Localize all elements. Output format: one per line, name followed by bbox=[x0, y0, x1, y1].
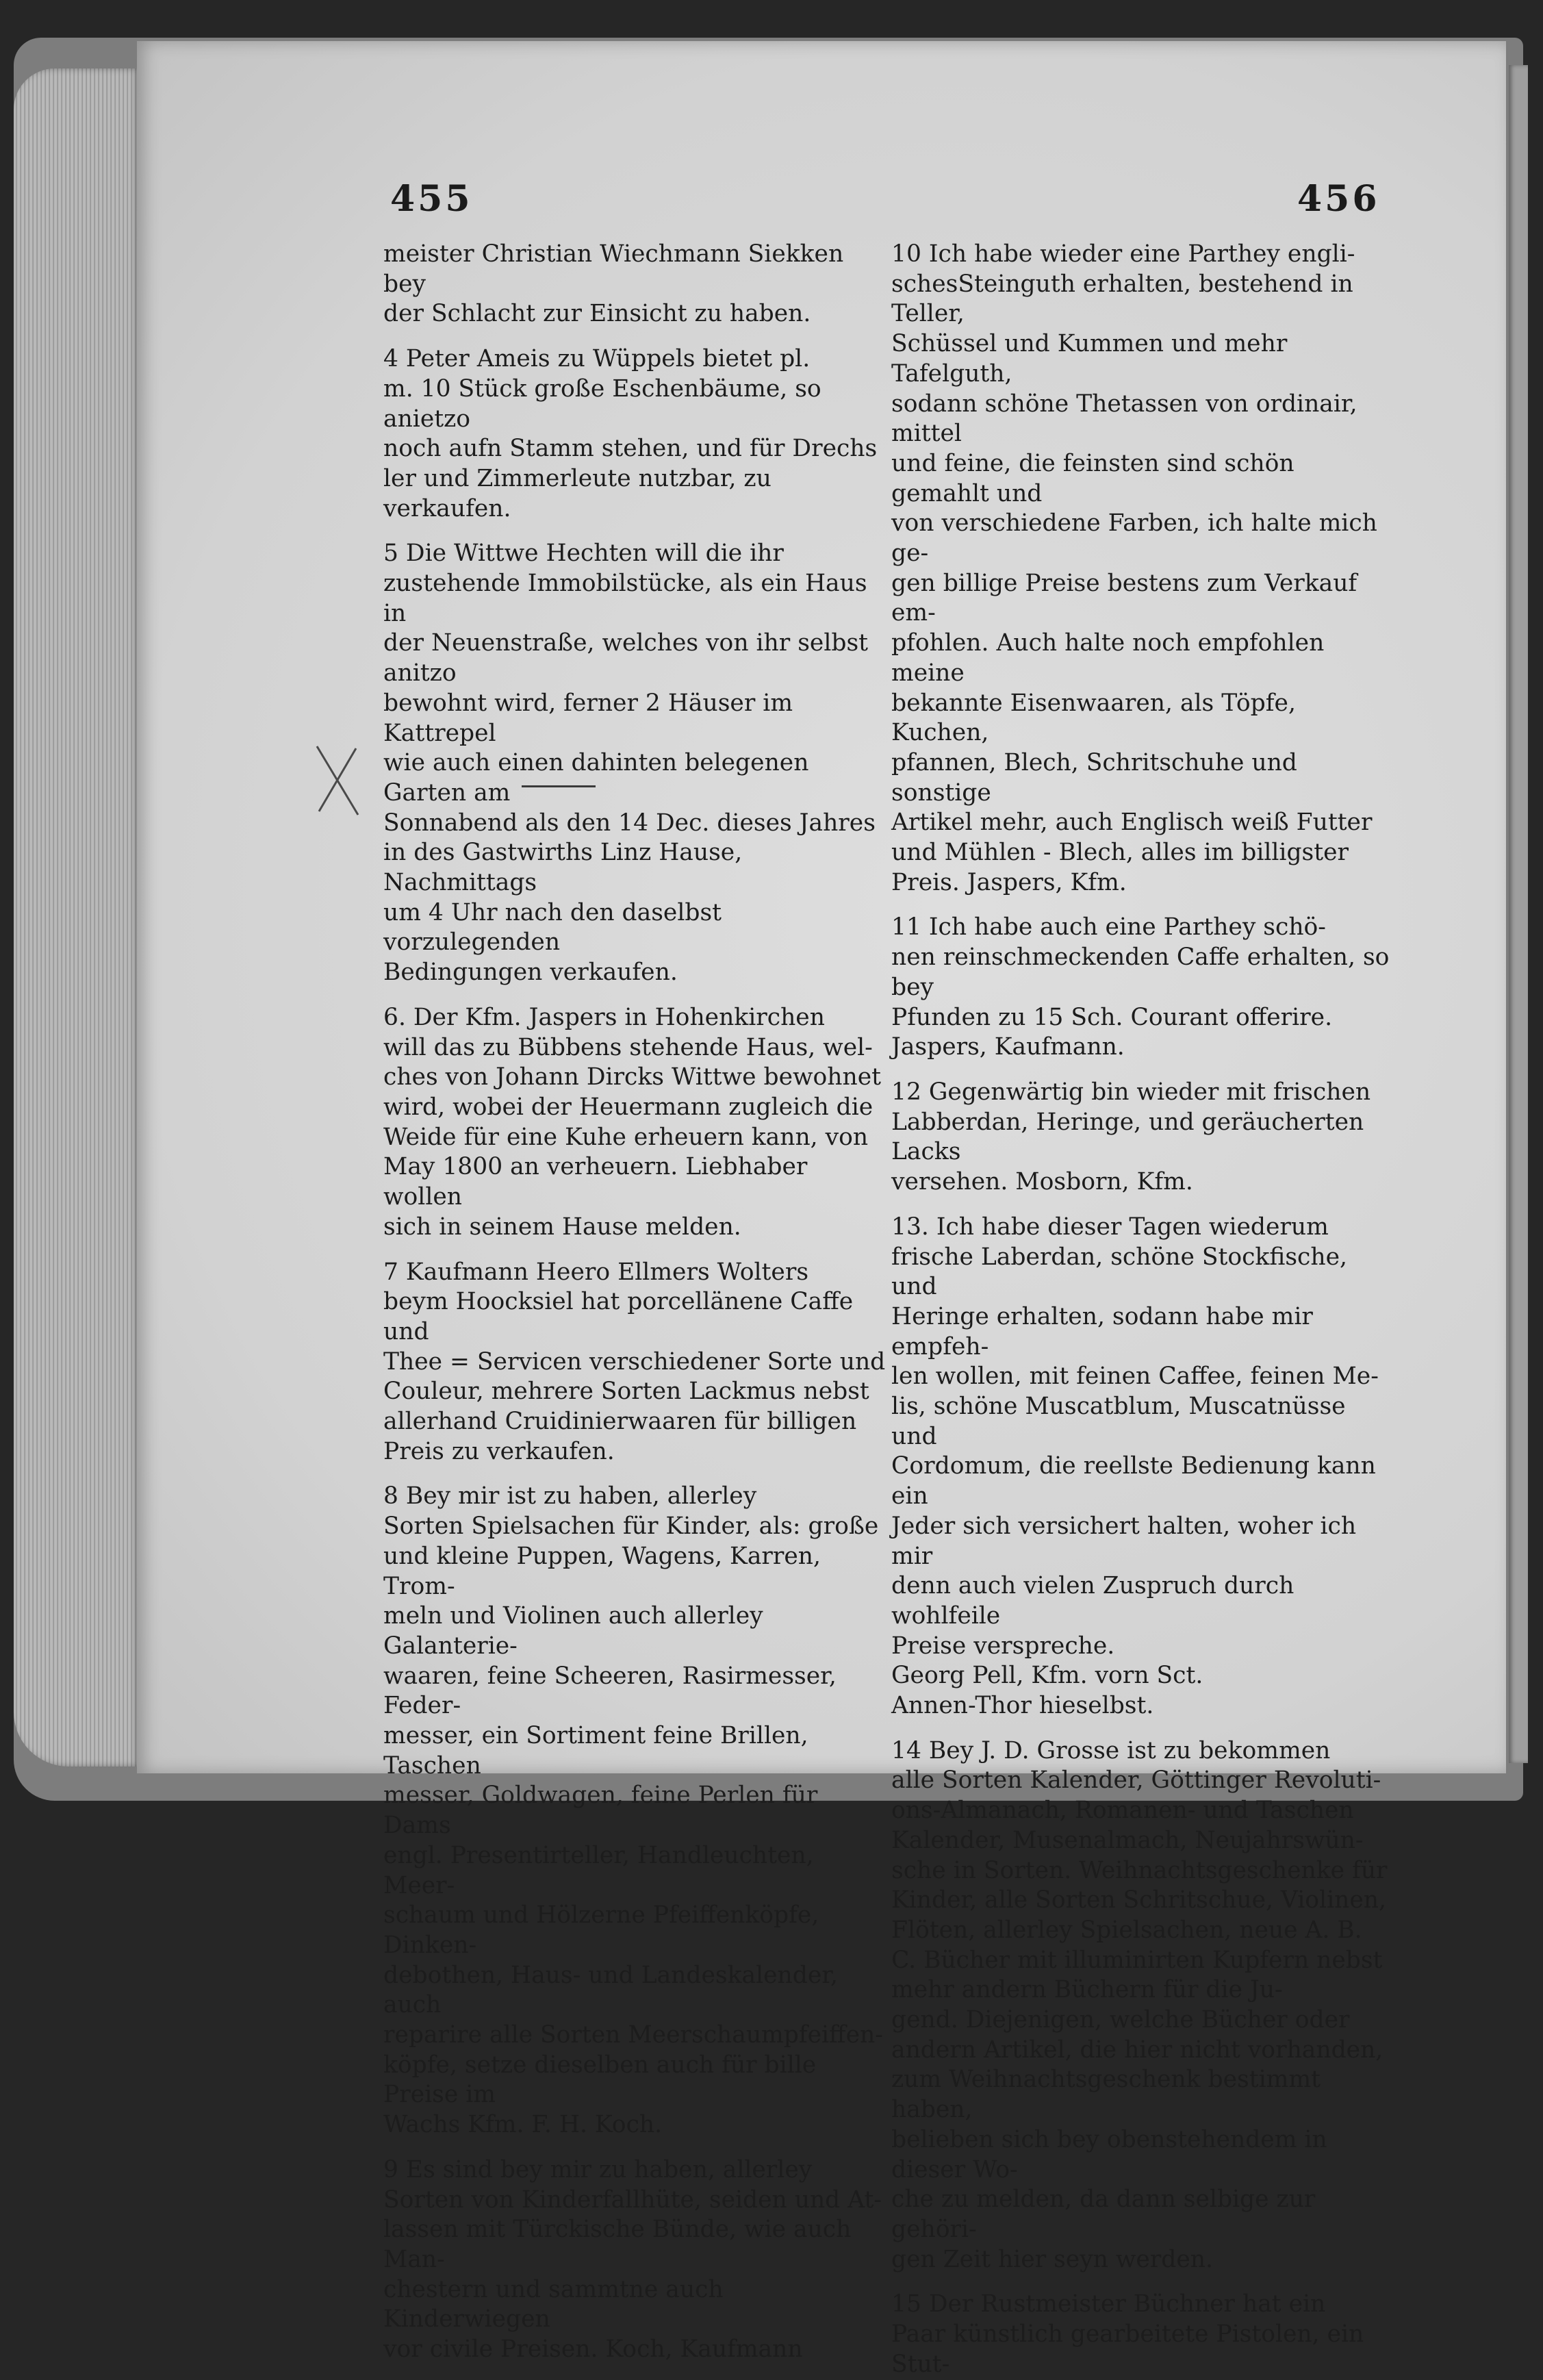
page-number-left: 455 bbox=[390, 178, 473, 220]
notice-11: 11 Ich habe auch eine Parthey schö- nen reinschmeckenden Caffe erhalten, so bey Pfunden zu 15 Sch. Courant offerire. Jaspers, Kaufmann. bbox=[891, 913, 1390, 1061]
notice-9: 9 Es sind bey mir zu haben, allerley Sorten von Kinderfallhüte, seiden und At- lassen mit Türckische Bünde, wie auch Man- chestern und sammtne auch Kinderwiegen vor civile Preisen. Koch, Kaufmann bbox=[383, 2155, 882, 2364]
left-column bbox=[383, 240, 887, 2365]
right-column bbox=[891, 240, 1394, 2380]
page-number-right: 456 bbox=[1297, 178, 1380, 220]
notice-5: 5 Die Wittwe Hechten will die ihr zustehende Immobilstücke, als ein Haus in der Neuenstraße, welches von ihr selbst anitzo bewohnt wird, ferner 2 Häuser im Kattrepel wie auch einen dahinten belegenen Garten am Sonnabend als den 14 Dec. dieses Jahres in des Gastwirths Linz Hause, Nachmittags um 4 Uhr nach den daselbst vorzulegenden Bedingungen verkaufen. bbox=[383, 540, 876, 987]
notice-10: 10 Ich habe wieder eine Parthey engli- schesSteinguth erhalten, bestehend in Teller, Schüssel und Kummen und mehr Tafelguth, sodann schöne Thetassen von ordinair, mittel und feine, die feinsten sind schön gemahlt und von verschiedene Farben, ich halte mich ge- gen billige Preise bestens zum Verkauf em- pfohlen. Auch halte noch empfohlen meine bekannte Eisenwaaren, als Töpfe, Kuchen, pfannen, Blech, Schritschuhe und sonstige Artikel mehr, auch Englisch weiß Futter und Mühlen - Blech, alles im billigster Preis. Jaspers, Kfm. bbox=[891, 240, 1377, 896]
page-right-edge bbox=[1509, 65, 1528, 1763]
notice-3-continuation: meister Christian Wiechmann Siekken bey der Schlacht zur Einsicht zu haben. bbox=[383, 240, 844, 328]
notice-12: 12 Gegenwärtig bin wieder mit frischen Labberdan, Heringe, und geräucherten Lacks versehen. Mosborn, Kfm. bbox=[891, 1078, 1371, 1196]
notice-13: 13. Ich habe dieser Tagen wiederum frische Laberdan, schöne Stockfische, und Heringe erhalten, sodann habe mir empfeh- len wollen, mit feinen Caffee, feinen Me- lis, schöne Muscatblum, Muscatnüsse und Cordomum, die reellste Bedienung kann ein Jeder sich versichert halten, woher ich mir denn auch vielen Zuspruch durch wohlfeile Preise verspreche. Georg Pell, Kfm. vorn Sct. Annen-Thor hieselbst. bbox=[891, 1213, 1379, 1720]
handwritten-x-mark bbox=[314, 743, 361, 818]
page-edges bbox=[14, 68, 140, 1767]
notice-15: 15 Der Rustmeister Büchner hat ein Paar künstlich gearbeitete Pistolen, ein Stut- bbox=[891, 2290, 1364, 2378]
notice-8: 8 Bey mir ist zu haben, allerley Sorten Spielsachen für Kinder, als: große und kleine Puppen, Wagens, Karren, Trom- meln und Violinen auch allerley Galanterie- waaren, feine Scheeren, Rasirmesser, Feder- messer, ein Sortiment feine Brillen, Taschen messer, Goldwagen, feine Perlen für Dams engl. Presentirteller, Handleuchten, Meer- schaum und Hölzerne Pfeiffenköpfe, Dinken- debothen, Haus- und Landeskalender, auch reparire alle Sorten Meerschaumpfeiffen- köpfe, setze dieselben auch für bille Preise im Wachs Kfm. F. H. Koch. bbox=[383, 1482, 883, 2139]
notice-6: 6. Der Kfm. Jaspers in Hohenkirchen will das zu Bübbens stehende Haus, wel- ches von Johann Dircks Wittwe bewohnet wird, wobei der Heuermann zugleich die Weide für eine Kuhe erheuern kann, von May 1800 an verheuern. Liebhaber wollen sich in seinem Hause melden. bbox=[383, 1003, 882, 1241]
notice-7: 7 Kaufmann Heero Ellmers Wolters beym Hoocksiel hat porcellänene Caffe und Thee = Servicen verschiedener Sorte und Couleur, mehrere Sorten Lackmus nebst allerhand Cruidinierwaaren für billigen Preis zu verkaufen. bbox=[383, 1258, 886, 1465]
notice-14: 14 Bey J. D. Grosse ist zu bekommen alle Sorten Kalender, Göttinger Revoluti- ons-Almanach, Romanen- und Taschen Kalender, Musenalmach, Neujahrswün- sche in Sorten. Weihnachtsgeschenke für Kinder, alle Sorten Schritschue, Violinen, Flöten, allerley Spielsachen, neue A. B. C. Bücher mit illuminirten Kupfern nebst mehr andern Büchern für die Ju- gend. Diejenigen, welche Bücher oder andern Artikel, die hier nicht vorhanden, zum Weihnachtsgeschenk bestimmt haben, belieben sich bey obenstehendem in dieser Wo- che zu melden, da dann selbige zur gehöri- gen Zeit hier seyn werden. bbox=[891, 1736, 1388, 2273]
notice-4: 4 Peter Ameis zu Wüppels bietet pl. m. 10 Stück große Eschenbäume, so anietzo noch aufn Stamm stehen, und für Drechs ler und Zimmerleute nutzbar, zu verkaufen. bbox=[383, 345, 878, 522]
